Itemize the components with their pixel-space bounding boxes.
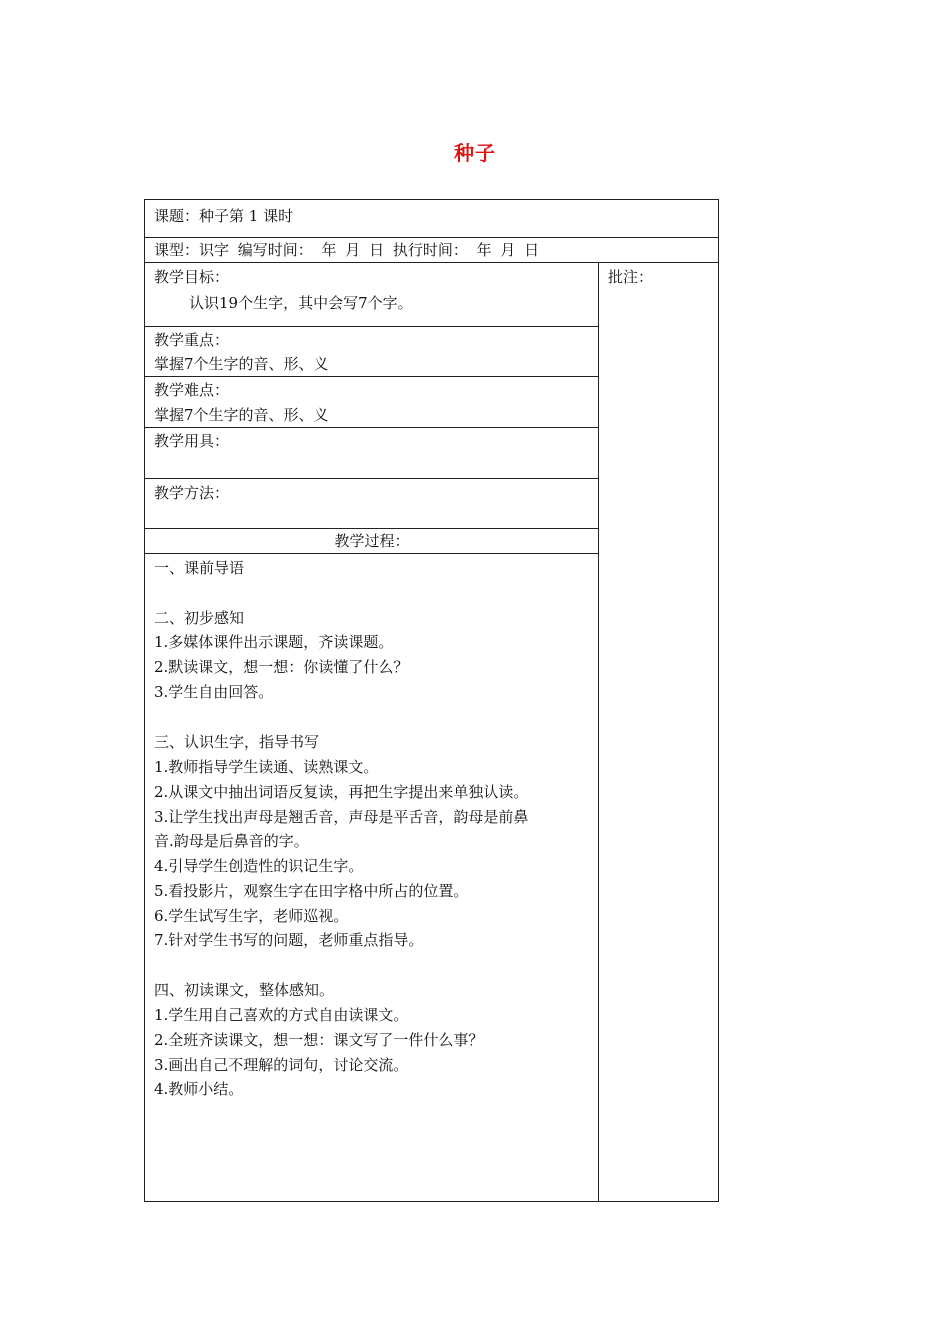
process-line: 四、初读课文，整体感知。	[154, 981, 335, 999]
difficulty-label: 教学难点：	[154, 381, 230, 399]
process-line: 三、认识生字，指导书写	[154, 733, 320, 751]
method-label: 教学方法：	[154, 484, 230, 502]
process-line: 4.引导学生创造性的识记生字。	[154, 857, 364, 875]
goal-label: 教学目标：	[154, 268, 230, 286]
process-line: 2.从课文中抽出词语反复读，再把生字提出来单独认读。	[154, 783, 529, 801]
process-line: 2.全班齐读课文，想一想：课文写了一件什么事？	[154, 1031, 484, 1049]
process-header	[145, 529, 599, 554]
document-title: 种子	[454, 141, 496, 165]
process-line: 5.看投影片，观察生字在田字格中所占的位置。	[154, 882, 469, 900]
process-line: 6.学生试写生字，老师巡视。	[154, 907, 349, 925]
notes-label: 批注：	[608, 268, 654, 286]
process-line: 1.多媒体课件出示课题，齐读课题。	[154, 633, 394, 651]
type-text: 课型：识字 编写时间： 年 月 日 执行时间： 年 月 日	[154, 241, 540, 259]
process-content	[145, 555, 599, 1202]
tools-section	[145, 428, 599, 479]
tools-label: 教学用具：	[154, 432, 230, 450]
notes-cell	[599, 263, 718, 1202]
type-row	[145, 238, 718, 263]
process-line: 3.画出自己不理解的词句，讨论交流。	[154, 1056, 409, 1074]
process-line: 7.针对学生书写的问题，老师重点指导。	[154, 931, 424, 949]
topic-row	[145, 200, 718, 238]
process-line: 3.让学生找出声母是翘舌音，声母是平舌音，韵母是前鼻	[154, 808, 529, 826]
process-label: 教学过程：	[334, 532, 410, 550]
process-line: 4.教师小结。	[154, 1080, 244, 1098]
process-line: 3.学生自由回答。	[154, 683, 274, 701]
process-line: 2.默读课文，想一想：你读懂了什么？	[154, 658, 409, 676]
process-line: 一、课前导语	[154, 559, 245, 577]
process-line: 二、初步感知	[154, 609, 245, 627]
goal-section	[145, 263, 599, 327]
goal-text: 认识19个生字，其中会写7个字。	[189, 294, 413, 312]
key-label: 教学重点：	[154, 331, 230, 349]
topic-text: 课题：种子第 1 课时	[154, 207, 294, 225]
difficulty-text: 掌握7个生字的音、形、义	[154, 406, 329, 424]
process-line: 音.韵母是后鼻音的字。	[154, 832, 309, 850]
lesson-plan-table	[144, 199, 719, 1202]
process-line: 1.教师指导学生读通、读熟课文。	[154, 758, 379, 776]
difficulty-section	[145, 377, 599, 428]
process-line: 1.学生用自己喜欢的方式自由读课文。	[154, 1006, 409, 1024]
key-section	[145, 327, 599, 377]
method-section	[145, 479, 599, 529]
key-text: 掌握7个生字的音、形、义	[154, 355, 329, 373]
